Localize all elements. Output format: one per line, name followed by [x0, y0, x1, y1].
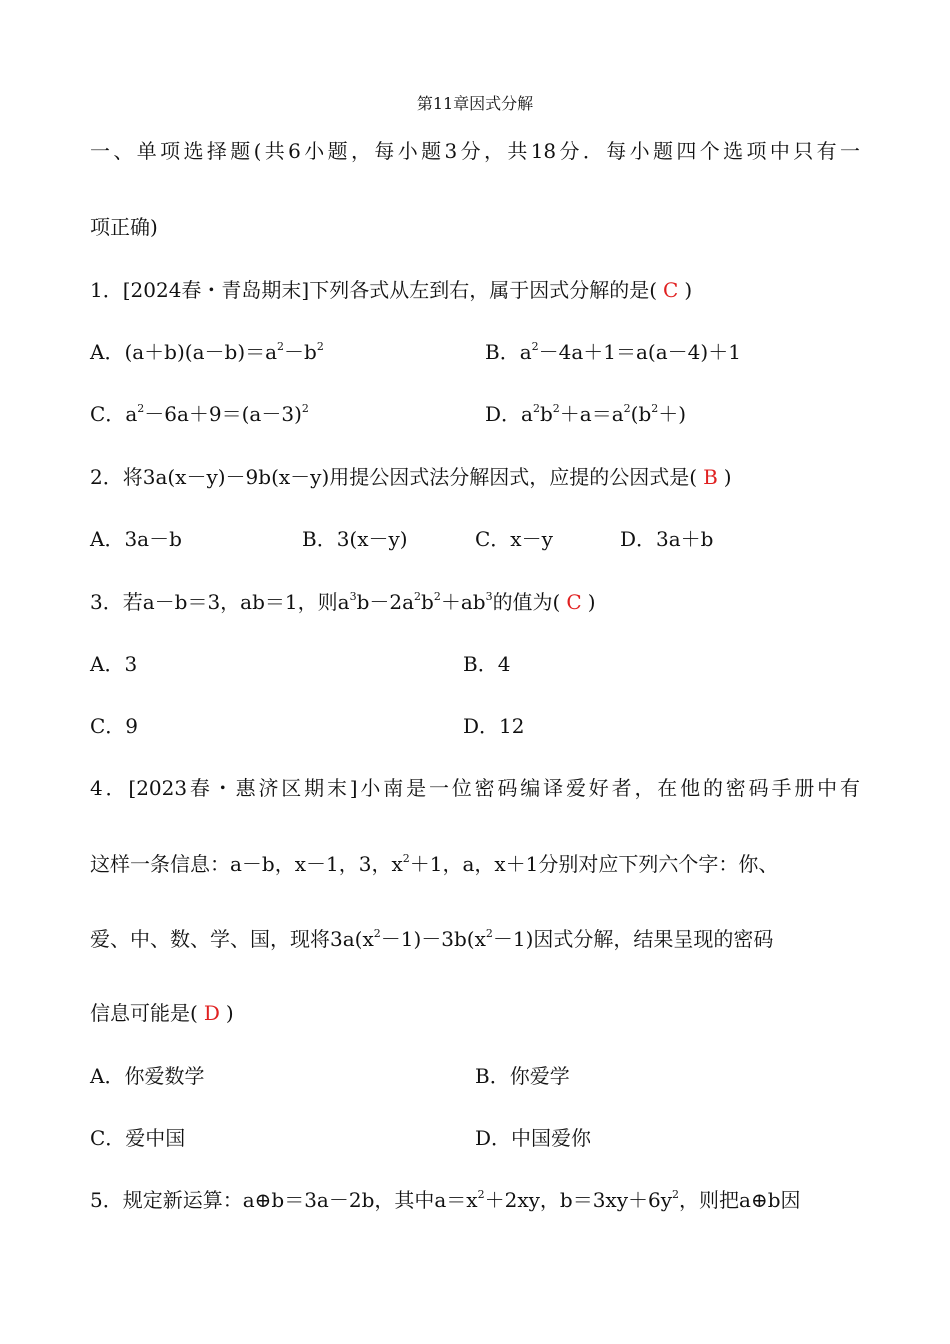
question-5-stem-line1: 5．规定新运算：a⊕b＝3a－2b，其中$a=x^2+2xy$，$b=3xy+6y^2$，则把a⊕b因 [90, 1188, 801, 1212]
question-2-answer: B [703, 465, 718, 489]
section-heading-line1: 一、单项选择题(共6小题，每小题3分，共18分．每小题四个选项中只有一 [90, 139, 860, 163]
question-2-option-d: D．3a＋b [620, 527, 714, 551]
question-1-option-a: A．$(a+b)(a-b)=a^2-b^2$ [90, 340, 324, 364]
question-4-answer: D [203, 1001, 220, 1025]
question-4-stem-line2: 这样一条信息：a－b，x－1，3，$x^2+1$，a，x＋1分别对应下列六个字：你、 [90, 852, 779, 876]
question-4-option-b: B．你爱学 [475, 1064, 570, 1088]
section-heading-line2: 项正确) [90, 215, 158, 239]
question-1-option-c: C．$a^2-6a+9=(a-3)^2$ [90, 402, 309, 426]
question-1-answer: C [663, 278, 679, 302]
question-3-option-d: D．12 [463, 714, 525, 738]
question-4-option-c: C．爱中国 [90, 1126, 186, 1150]
question-2-option-c: C．x－y [475, 527, 553, 551]
question-2-stem: 2．将3a(x－y)－9b(x－y)用提公因式法分解因式，应提的公因式是( B ) [90, 462, 732, 492]
question-3-option-b: B．4 [463, 652, 511, 676]
question-1-option-b: B．$a^2-4a+1=a(a-4)+1$ [485, 340, 741, 364]
question-3-option-a: A．3 [90, 652, 138, 676]
question-3-stem: 3．若a－b＝3，ab＝1，则$a^3b-2a^2b^2+ab^3$的值为( C ) [90, 587, 596, 617]
question-3-answer: C [566, 590, 582, 614]
question-4-option-d: D．中国爱你 [475, 1126, 592, 1150]
question-2-option-a: A．3a－b [90, 527, 182, 551]
question-2-option-b: B．3(x－y) [302, 527, 408, 551]
question-4-stem-line3: 爱、中、数、学、国，现将$3a(x^2-1)-3b(x^2-1)$因式分解，结果呈现的密码 [90, 927, 774, 951]
question-4-stem-line1: 4．[2023春・惠济区期末]小南是一位密码编译爱好者，在他的密码手册中有 [90, 776, 860, 800]
question-3-option-c: C．9 [90, 714, 139, 738]
question-4-stem-line4: 信息可能是( D ) [90, 998, 234, 1028]
question-1-stem: 1．[2024春・青岛期末]下列各式从左到右，属于因式分解的是( C ) [90, 275, 692, 305]
page-title: 第11章因式分解 [416, 94, 534, 113]
question-4-option-a: A．你爱数学 [90, 1064, 205, 1088]
question-1-option-d: D．$a^2b^2+a=a^2(b^2+)$ [485, 402, 687, 426]
